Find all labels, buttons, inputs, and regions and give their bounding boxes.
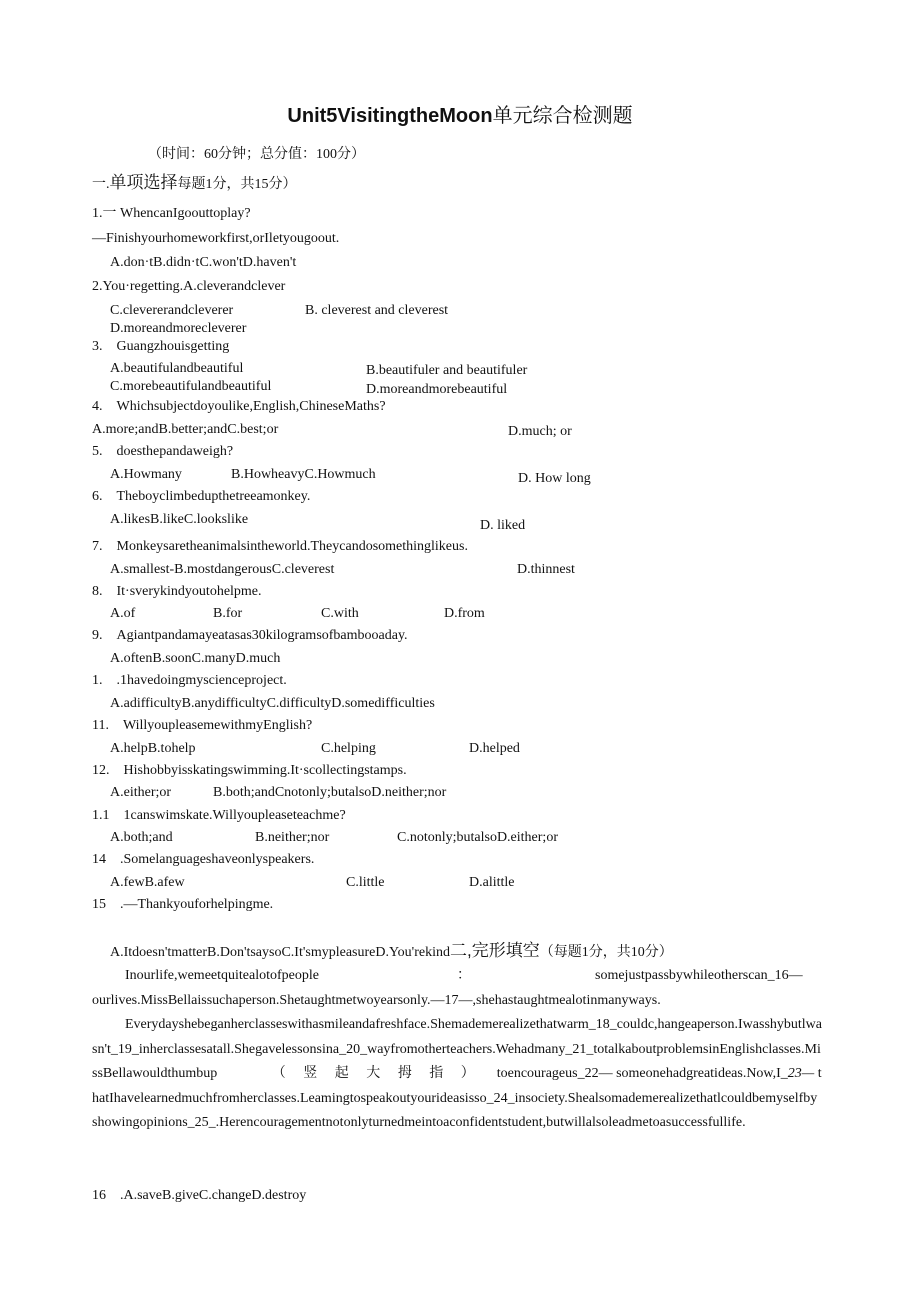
question-10-stem: 1. .1havedoingmyscienceproject. <box>92 673 287 688</box>
question-11-stem: 11. WillyoupleasemewithmyEnglish? <box>92 718 313 733</box>
question-3-stem: 3. Guangzhouisgetting <box>92 339 230 354</box>
question-3-option-a: A.beautifulandbeautiful <box>110 361 244 376</box>
section1-title: 单项选择 <box>109 173 178 192</box>
title-latin: Unit5VisitingtheMoon <box>287 105 493 127</box>
subtitle: （时间：60分钟；总分值：100分） <box>148 147 365 162</box>
question-8-option-c: C.with <box>321 606 359 621</box>
question-6-stem: 6. Theboyclimbedupthetreeamonkey. <box>92 489 311 504</box>
question-1-answer: —Finishyourhomeworkfirst,orIletyougoout. <box>92 231 340 246</box>
passage-p2-gloss: （ 竖 起 大 拇 指 ） <box>271 1066 475 1081</box>
passage-p1-cont: ourlives.MissBellaissuchaperson.Shetaughtmetwoyearsonly.—17—,shehastaughtmealotinmanyways. <box>92 993 661 1008</box>
question-11-option-c: C.helping <box>321 741 376 756</box>
question-12-option-bcd: B.both;andCnotonly;butalsoD.neither;nor <box>213 785 447 800</box>
section1-note: 每题1分，共15分） <box>177 177 297 192</box>
question-13-stem: 1.1 1canswimskate.Willyoupleaseteachme? <box>92 808 346 823</box>
passage-p2-b: toencourageus_22— <box>496 1066 613 1081</box>
passage-p2-d: thatIhavelearnedmuchfromherclasses.Leamingtospeakoutyourideasisso_24_insociety.Shealsomademerealizethatlcouldbemyselfbyshowingopinions_25_.Herencouragementnotonlyturnedmeintoaconfidentstudent,butwillalsoleadmetoasuccessfullife. <box>92 1066 822 1130</box>
question-7-options-abc: A.smallest-B.mostdangerousC.cleverest <box>110 562 335 577</box>
passage-p1-start: Inourlife,wemeetquitealotofpeople <box>125 968 319 983</box>
question-8-stem: 8. It·sverykindyoutohelpme. <box>92 584 262 599</box>
section1-heading <box>92 172 297 196</box>
question-5-option-bc: B.HowheavyC.Howmuch <box>231 467 376 482</box>
section2-note: （每题1分，共10分） <box>539 945 673 960</box>
question-4-options-abc: A.more;andB.better;andC.best;or <box>92 422 279 437</box>
passage-p1-end: somejustpassbywhileotherscan_16— <box>595 968 803 983</box>
question-5-option-a: A.Howmany <box>110 467 182 482</box>
question-11-option-ab: A.helpB.tohelp <box>110 741 196 756</box>
question-13-option-a: A.both;and <box>110 830 173 845</box>
question-8-option-a: A.of <box>110 606 136 621</box>
section1-prefix: 一. <box>92 177 110 192</box>
question-3-option-d: D.moreandmorebeautiful <box>366 382 508 397</box>
question-11-option-d: D.helped <box>469 741 520 756</box>
page-title <box>0 103 920 129</box>
question-9-stem: 9. Agiantpandamayeatasas30kilogramsofbambooaday. <box>92 628 408 643</box>
question-14-option-ab: A.fewB.afew <box>110 875 185 890</box>
question-15-stem: 15 .—Thankyouforhelpingme. <box>92 897 274 912</box>
title-cjk: 单元综合检测题 <box>492 105 633 127</box>
question-7-stem: 7. Monkeysaretheanimalsintheworld.Theycandosomethinglikeus. <box>92 539 468 554</box>
question-7-option-d: D.thinnest <box>517 562 575 577</box>
question-12-stem: 12. Hishobbyisskatingswimming.It·scollectingstamps. <box>92 763 407 778</box>
question-2-stem: 2.You·regetting.A.cleverandclever <box>92 279 286 294</box>
passage-p2 <box>92 1013 822 1136</box>
question-15-options-line <box>110 940 673 964</box>
question-3-option-b: B.beautifuler and beautifuler <box>366 363 528 378</box>
question-4-option-d: D.much; or <box>508 424 572 439</box>
question-13-option-b: B.neither;nor <box>255 830 330 845</box>
passage-p2-a: Everydayshebeganherclasseswithasmileandafreshface.Shemademerealizethatwarm_18_couldc,hangeaperson.Iwasshybutlwasn't_19_inherclassesatall.Shegavelessonsina_20_wayfromotherteachers.Wehadmany_21_totalkaboutproblemsinEnglishclasses.MissBellawouldthumbup <box>92 1017 822 1081</box>
question-2-option-c: C.clevererandcleverer <box>110 303 234 318</box>
question-14-stem: 14 .Somelanguageshaveonlyspeakers. <box>92 852 315 867</box>
question-1-options: A.don·tB.didn·tC.won'tD.haven't <box>110 255 297 270</box>
passage-p1-colon: ： <box>457 968 471 983</box>
question-1-stem: 1.一 WhencanIgoouttoplay? <box>92 206 251 221</box>
question-14-option-d: D.alittle <box>469 875 515 890</box>
question-3-option-c: C.morebeautifulandbeautiful <box>110 379 272 394</box>
question-2-option-d: D.moreandmorecleverer <box>110 321 247 336</box>
question-5-stem: 5. doesthepandaweigh? <box>92 444 234 459</box>
question-12-option-a: A.either;or <box>110 785 172 800</box>
question-10-options: A.adifficultyB.anydifficultyC.difficultyD.somedifficulties <box>110 696 435 711</box>
passage-p2-c: someonehadgreatideas.Now,I <box>616 1066 781 1081</box>
question-13-option-cd: C.notonly;butalsoD.either;or <box>397 830 558 845</box>
section2-title: 二,完形填空 <box>449 941 540 960</box>
passage-p2-blank-23: _23— <box>780 1066 815 1081</box>
question-5-option-d: D. How long <box>518 471 591 486</box>
question-16: 16 .A.saveB.giveC.changeD.destroy <box>92 1188 307 1203</box>
question-6-options-abc: A.likesB.likeC.lookslike <box>110 512 249 527</box>
question-2-option-b: B. cleverest and cleverest <box>305 303 449 318</box>
question-14-option-c: C.little <box>346 875 385 890</box>
question-8-option-d: D.from <box>444 606 485 621</box>
question-15-options: A.Itdoesn'tmatterB.Don'tsaysoC.It'smypleasureD.You'rekind <box>110 945 450 960</box>
question-4-stem: 4. Whichsubjectdoyoulike,English,ChineseMaths? <box>92 399 386 414</box>
question-9-options: A.oftenB.soonC.manyD.much <box>110 651 281 666</box>
question-6-option-d: D. liked <box>480 518 526 533</box>
question-8-option-b: B.for <box>213 606 243 621</box>
